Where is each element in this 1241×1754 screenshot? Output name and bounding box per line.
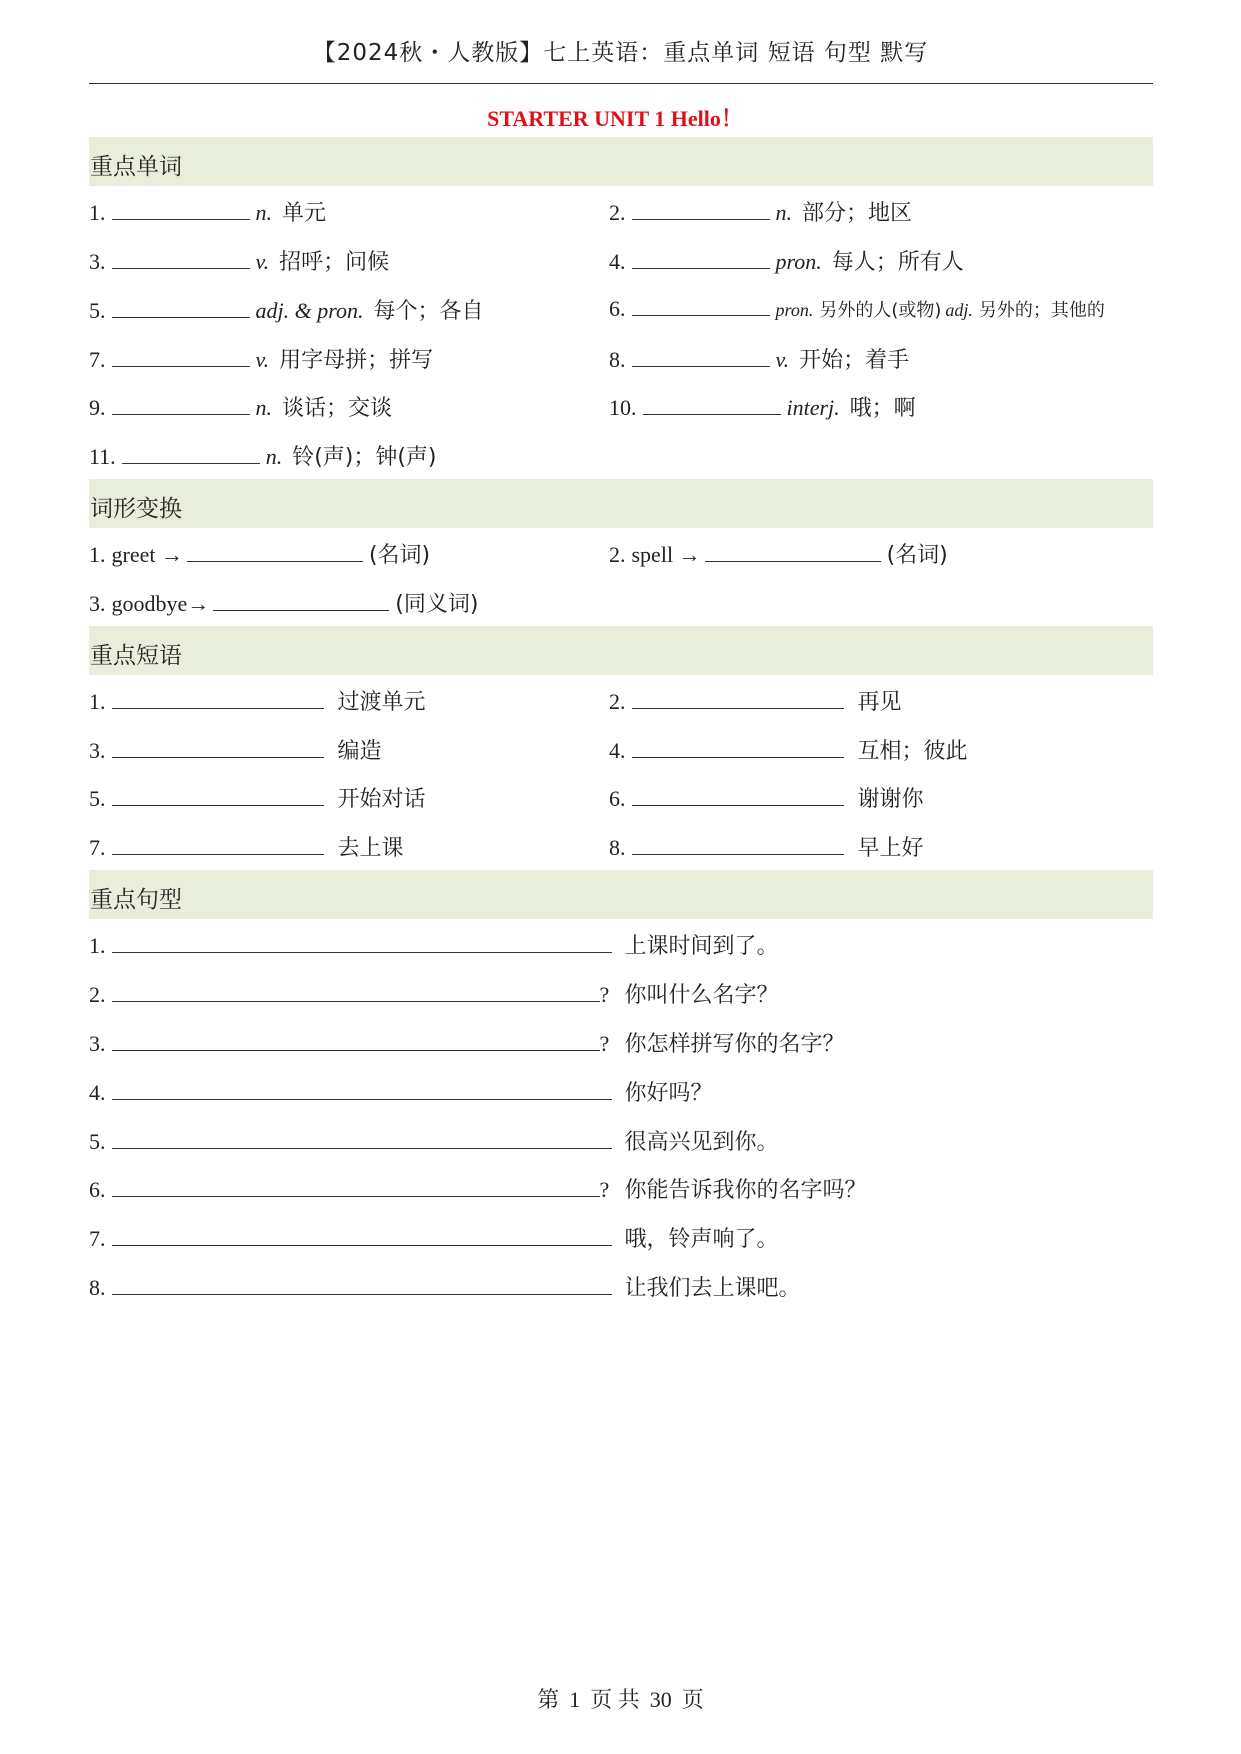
- meaning: 谢谢你: [857, 787, 924, 812]
- item-number: 4.: [609, 738, 626, 763]
- phrase-item: [609, 831, 924, 861]
- phrase-item: [89, 685, 426, 715]
- item-number: 6.: [89, 1177, 106, 1202]
- meaning: 你好吗？: [624, 1081, 713, 1106]
- end-punctuation: ?: [599, 982, 610, 1007]
- answer-blank[interactable]: [632, 833, 844, 855]
- item-number: 8.: [609, 347, 626, 372]
- answer-blank[interactable]: [112, 393, 250, 415]
- answer-blank[interactable]: [632, 736, 844, 758]
- answer-blank[interactable]: [213, 589, 389, 611]
- item-number: 3.: [89, 1031, 106, 1056]
- unit-title: STARTER UNIT 1 Hello！: [487, 106, 743, 131]
- answer-blank[interactable]: [632, 687, 844, 709]
- form-hint: (同义词): [395, 592, 479, 617]
- phrase-item: [89, 782, 426, 812]
- word-item: [89, 391, 392, 421]
- meaning: 哦，铃声响了。: [624, 1227, 779, 1252]
- item-number: 7.: [89, 1226, 106, 1251]
- meaning: 你叫什么名字？: [624, 983, 779, 1008]
- item-number: 8.: [89, 1275, 106, 1300]
- answer-blank[interactable]: [643, 393, 781, 415]
- item-number: 10.: [609, 395, 637, 420]
- answer-blank[interactable]: [112, 833, 324, 855]
- form-item: [89, 538, 430, 568]
- section-heading-forms: [89, 479, 1153, 528]
- form-item: [89, 587, 478, 617]
- meaning: 你怎样拼写你的名字？: [624, 1032, 845, 1057]
- part-of-speech: interj.: [786, 395, 840, 420]
- answer-blank[interactable]: [112, 784, 324, 806]
- answer-blank[interactable]: [112, 1029, 600, 1051]
- phrase-item: [609, 685, 902, 715]
- answer-blank[interactable]: [112, 1273, 612, 1295]
- sentence-item: [89, 1271, 801, 1301]
- part-of-speech: v.: [255, 249, 270, 274]
- meaning: 编造: [337, 739, 382, 764]
- item-number: 1.: [89, 933, 106, 958]
- phrase-item: [89, 831, 404, 861]
- phrase-item: [609, 782, 924, 812]
- answer-blank[interactable]: [112, 1224, 612, 1246]
- answer-blank[interactable]: [705, 540, 881, 562]
- section-heading-label: 重点短语: [90, 643, 182, 669]
- item-number: 2.: [609, 689, 626, 714]
- part-of-speech: adj. & pron.: [255, 298, 364, 323]
- answer-blank[interactable]: [112, 1078, 612, 1100]
- meaning: 每个；各自: [373, 299, 484, 324]
- part-of-speech: n.: [775, 200, 792, 225]
- answer-blank[interactable]: [112, 247, 250, 269]
- source-word: goodbye→: [111, 591, 210, 616]
- item-number: 2.: [609, 542, 626, 567]
- sentence-item: [89, 1125, 779, 1155]
- section-heading-words: [89, 137, 1153, 186]
- part-of-speech: v.: [255, 347, 270, 372]
- meaning: 每人；所有人: [831, 250, 964, 275]
- sentence-item: [89, 1173, 867, 1203]
- phrase-item: [609, 734, 968, 764]
- item-number: 1.: [89, 689, 106, 714]
- answer-blank[interactable]: [112, 1127, 612, 1149]
- item-number: 5.: [89, 1129, 106, 1154]
- section-heading-label: 词形变换: [90, 496, 182, 522]
- item-number: 6.: [609, 786, 626, 811]
- word-item: [609, 391, 916, 421]
- word-item: [89, 196, 326, 226]
- answer-blank[interactable]: [187, 540, 363, 562]
- meaning: 铃(声)；钟(声): [292, 445, 437, 470]
- meaning: 再见: [857, 690, 902, 715]
- answer-blank[interactable]: [112, 687, 324, 709]
- source-word: spell →: [631, 542, 701, 567]
- part-of-speech: v.: [775, 347, 790, 372]
- item-number: 9.: [89, 395, 106, 420]
- answer-blank[interactable]: [112, 198, 250, 220]
- word-item: [89, 294, 484, 324]
- answer-blank[interactable]: [632, 198, 770, 220]
- item-number: 1.: [89, 542, 106, 567]
- sentence-item: [89, 1027, 845, 1057]
- end-punctuation: ?: [599, 1031, 610, 1056]
- footer-suffix: 页: [681, 1687, 704, 1712]
- word-item: [609, 294, 1105, 324]
- item-number: 2.: [89, 982, 106, 1007]
- item-number: 5.: [89, 298, 106, 323]
- sentence-item: [89, 1076, 713, 1106]
- sentence-item: [89, 1222, 779, 1252]
- meaning: 互相；彼此: [857, 739, 968, 764]
- part-of-speech: pron.: [775, 249, 822, 274]
- item-number: 3.: [89, 249, 106, 274]
- item-number: 4.: [609, 249, 626, 274]
- meaning: 你能告诉我你的名字吗？: [624, 1178, 867, 1203]
- answer-blank[interactable]: [632, 247, 770, 269]
- section-heading-phrases: [89, 626, 1153, 675]
- word-item: [89, 343, 433, 373]
- meaning: 谈话；交谈: [282, 396, 393, 421]
- item-number: 2.: [609, 200, 626, 225]
- meaning: 早上好: [857, 836, 924, 861]
- word-item: [609, 343, 909, 373]
- end-punctuation: ?: [599, 1177, 610, 1202]
- meaning-secondary: 另外的；其他的: [978, 300, 1105, 321]
- phrase-item: [89, 734, 382, 764]
- page-total: 30: [649, 1687, 672, 1712]
- meaning: 很高兴见到你。: [624, 1130, 779, 1155]
- page-number: 1: [569, 1687, 581, 1712]
- section-heading-sentences: [89, 870, 1153, 919]
- header-rule: [89, 83, 1153, 84]
- item-number: 1.: [89, 200, 106, 225]
- form-item: [609, 538, 948, 568]
- meaning: 单元: [282, 201, 327, 226]
- document-header: 【2024秋・人教版】七上英语：重点单词 短语 句型 默写: [312, 40, 929, 66]
- section-heading-label: 重点单词: [90, 154, 182, 180]
- item-number: 7.: [89, 347, 106, 372]
- word-item: [89, 440, 437, 470]
- item-number: 6.: [609, 296, 626, 321]
- meaning: 去上课: [337, 836, 404, 861]
- page-footer: [0, 1683, 1241, 1714]
- answer-blank[interactable]: [112, 931, 612, 953]
- answer-blank[interactable]: [632, 294, 770, 316]
- meaning: 用字母拼；拼写: [279, 348, 434, 373]
- footer-prefix: 第: [537, 1687, 560, 1712]
- section-heading-label: 重点句型: [90, 887, 182, 913]
- item-number: 7.: [89, 835, 106, 860]
- form-hint: (名词): [886, 543, 948, 568]
- part-of-speech: pron.: [775, 300, 814, 320]
- item-number: 11.: [89, 444, 116, 469]
- meaning: 哦；啊: [849, 396, 916, 421]
- meaning: 让我们去上课吧。: [624, 1276, 801, 1301]
- part-of-speech: n.: [265, 444, 283, 469]
- answer-blank[interactable]: [632, 784, 844, 806]
- item-number: 5.: [89, 786, 106, 811]
- sentence-item: [89, 978, 779, 1008]
- answer-blank[interactable]: [112, 345, 250, 367]
- answer-blank[interactable]: [112, 980, 600, 1002]
- meaning: 上课时间到了。: [624, 934, 779, 959]
- meaning: 开始；着手: [799, 348, 910, 373]
- meaning: 招呼；问候: [279, 250, 390, 275]
- word-item: [609, 245, 964, 275]
- item-number: 3.: [89, 738, 106, 763]
- word-item: [609, 196, 912, 226]
- part-of-speech: n.: [255, 395, 272, 420]
- item-number: 8.: [609, 835, 626, 860]
- sentence-item: [89, 929, 779, 959]
- part-of-speech: n.: [255, 200, 272, 225]
- meaning: 另外的人(或物): [819, 300, 942, 321]
- item-number: 4.: [89, 1080, 106, 1105]
- meaning: 开始对话: [337, 787, 426, 812]
- part-of-speech-secondary: adj.: [945, 300, 973, 320]
- meaning: 部分；地区: [802, 201, 913, 226]
- meaning: 过渡单元: [337, 690, 426, 715]
- form-hint: (名词): [368, 543, 431, 568]
- answer-blank[interactable]: [112, 296, 250, 318]
- item-number: 3.: [89, 591, 106, 616]
- word-item: [89, 245, 389, 275]
- answer-blank[interactable]: [632, 345, 770, 367]
- answer-blank[interactable]: [122, 442, 260, 464]
- source-word: greet →: [111, 542, 183, 567]
- footer-mid: 页 共: [590, 1687, 640, 1712]
- answer-blank[interactable]: [112, 736, 324, 758]
- answer-blank[interactable]: [112, 1175, 600, 1197]
